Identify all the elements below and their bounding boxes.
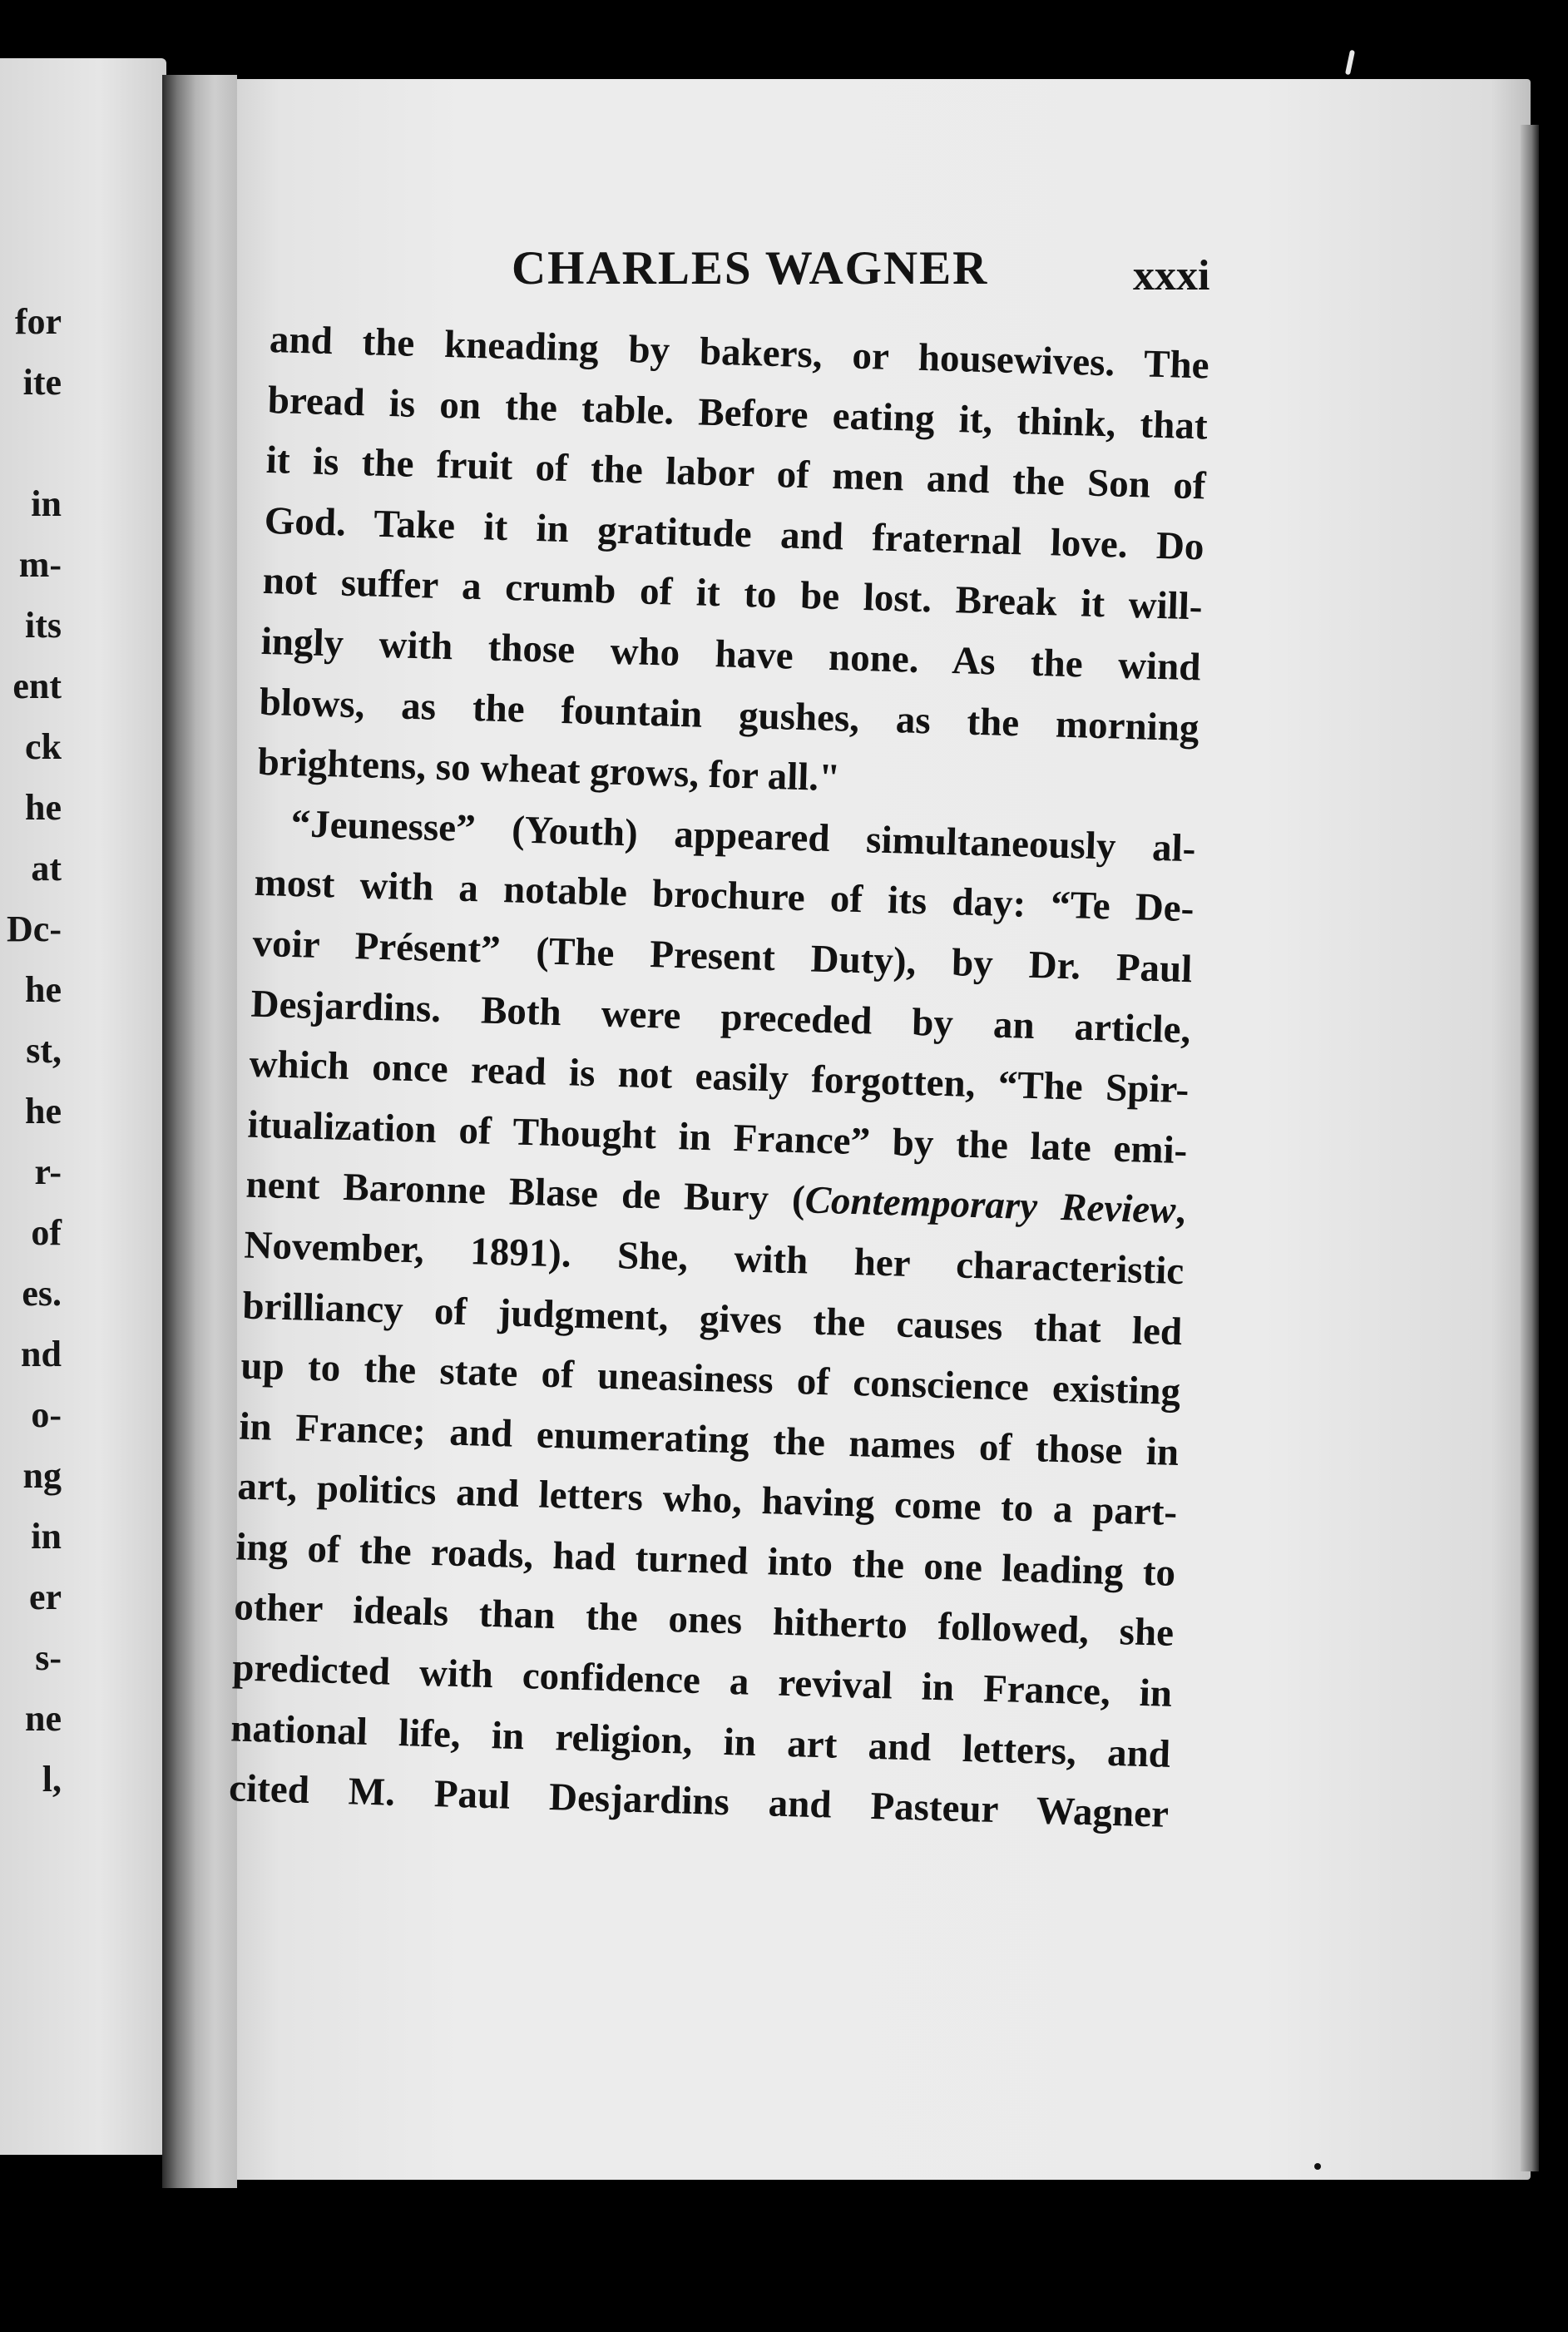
facing-line: er [28, 1577, 62, 1617]
text-line: not suffer a crumb of it to be lost. Break it will- [262, 559, 1204, 629]
facing-line: st, [26, 1030, 62, 1071]
text-line: other ideals than the ones hitherto followed, she [233, 1585, 1175, 1656]
text-line: in France; and enumerating the names of those in [238, 1404, 1180, 1474]
facing-line: for [14, 301, 62, 342]
facing-line: o- [31, 1394, 62, 1435]
facing-line: s- [35, 1637, 62, 1678]
facing-line: l, [42, 1759, 62, 1800]
journal-title: Contemporary Review [804, 1178, 1177, 1233]
body-text [228, 309, 1209, 1845]
text-line: cited M. Paul Desjardins and Pasteur Wagner [228, 1766, 1170, 1837]
facing-line: of [31, 1212, 62, 1253]
facing-line: m- [18, 544, 62, 585]
text-line: up to the state of uneasiness of conscience existing [240, 1344, 1181, 1414]
text-line: ing of the roads, had turned into the one leading to [235, 1525, 1176, 1595]
text-line: nent Baronne Blase de Bury (Contemporary Review, [245, 1162, 1186, 1233]
facing-line: he [25, 1091, 62, 1131]
text-line: “Jeunesse” (Youth) appeared simultaneously al- [290, 801, 1197, 871]
text-line: itualization of Thought in France” by the late emi- [246, 1102, 1188, 1172]
scan-speck [1314, 2163, 1321, 2170]
text-line: art, politics and letters who, having come to a part- [236, 1464, 1178, 1535]
book-gutter [162, 75, 237, 2188]
scan-mark [1345, 50, 1355, 76]
text-line: God. Take it in gratitude and fraternal love. Do [264, 498, 1205, 569]
facing-line: nd [21, 1334, 62, 1374]
text-line: November, 1891). She, with her characteristic [243, 1223, 1185, 1294]
facing-page-text [0, 291, 67, 1810]
text-line: brilliancy of judgment, gives the causes that led [241, 1284, 1183, 1354]
facing-line: its [25, 605, 62, 646]
facing-line: ne [25, 1698, 62, 1739]
page-number: xxxi [1133, 252, 1210, 300]
facing-line: ite [22, 362, 62, 403]
facing-line: es. [22, 1273, 62, 1314]
facing-line: r- [34, 1151, 62, 1192]
facing-line [0, 413, 67, 473]
facing-line: in [31, 1516, 62, 1557]
page-edge [1521, 125, 1539, 2171]
text-line: Desjardins. Both were preceded by an article, [250, 982, 1191, 1052]
running-head: CHARLES WAGNER [512, 242, 989, 295]
text-line: voir Présent” (The Present Duty), by Dr. Paul [251, 921, 1194, 992]
text-line: predicted with confidence a revival in France, in [231, 1646, 1173, 1716]
facing-line: ck [25, 726, 62, 767]
facing-line: in [31, 483, 62, 524]
text-line: which once read is not easily forgotten, “The Spir- [248, 1042, 1190, 1112]
facing-line: ng [22, 1455, 62, 1496]
text-line: blows, as the fountain gushes, as the morning [259, 680, 1200, 750]
facing-line: Dc- [7, 909, 62, 949]
text-line: bread is on the table. Before eating it, think, that [267, 378, 1209, 448]
text-line: national life, in religion, in art and letters, and [230, 1706, 1171, 1776]
facing-line: he [25, 787, 62, 828]
facing-line: ent [12, 666, 62, 706]
text-line: it is the fruit of the labor of men and the Son of [265, 438, 1207, 508]
text-line: and the kneading by bakers, or housewives. The [269, 317, 1210, 388]
text-line: brightens, so wheat grows, for all." [257, 740, 841, 800]
facing-line: he [25, 969, 62, 1010]
facing-line: at [31, 848, 62, 889]
text-line: most with a notable brochure of its day: “Te De- [254, 861, 1195, 931]
text-line: ingly with those who have none. As the wind [260, 619, 1202, 690]
